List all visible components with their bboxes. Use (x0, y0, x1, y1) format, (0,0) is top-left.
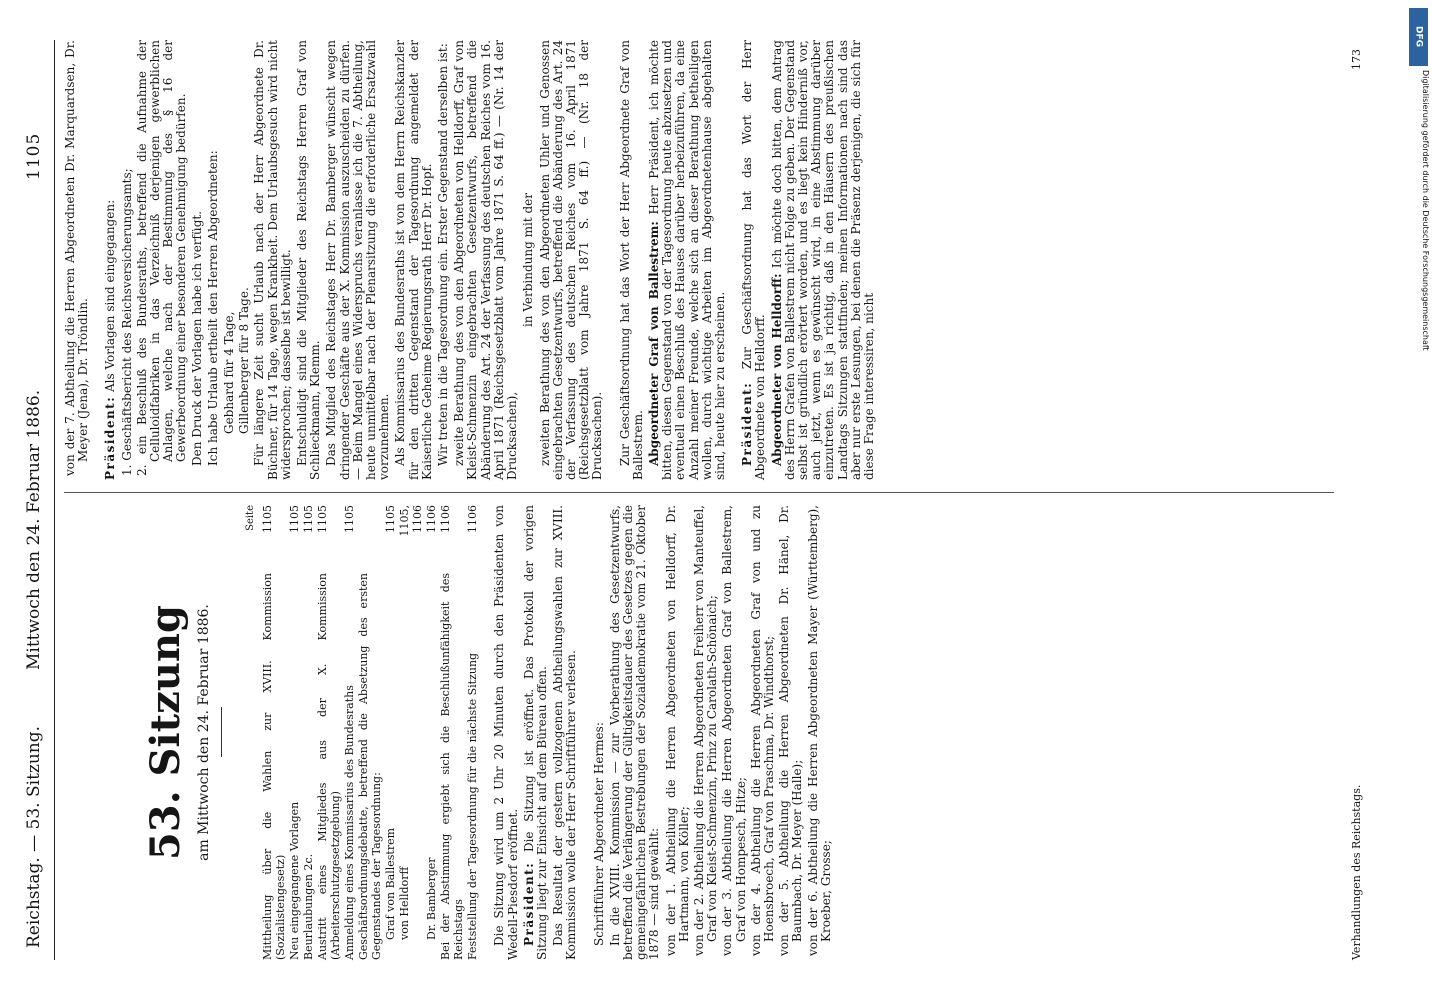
header-rule (54, 40, 55, 960)
toc-row: Geschäftsordnungsdebatte, betreffend die Absetzung des ersten Gegenstandes der Tagesordnung: (357, 573, 384, 960)
dfg-logo-icon: DFG (1409, 8, 1428, 66)
toc-row: Austritt eines Mitgliedes aus der X. Kommission (Arbeiterschutzgesetzgebung) 1105 (316, 505, 343, 960)
running-header-left: Reichstag. — 53. Sitzung. (24, 725, 44, 948)
secretary-label: Schriftführer Abgeordneter Hermes: (591, 722, 606, 946)
list-item: Gebhard für 4 Tage, (222, 311, 237, 434)
president-vorlagen: Präsident: Als Vorlagen sind eingegangen: (103, 199, 118, 480)
list-item: von der 1. Abtheilung die Herren Abgeordneten von Helldorff, Dr. Hartmann, von Köller; (663, 505, 691, 956)
floor-ballestrem: Zur Geschäftsordnung hat das Wort der Herr Abgeordnete Graf von Ballestrem. (617, 40, 645, 480)
toc-heading: Seite (245, 505, 257, 531)
title-divider (221, 708, 222, 758)
signature-number: 173 (1350, 49, 1363, 70)
commission-intro: In die XVIII. Kommission — zur Vorberathung des Gesetzentwurfs, betreffend die Verlängerung der Gültigkeitsdauer des Gesetzes gegen die gemeingefährlichen Bestrebungen der Sozialdemokratie vom 21. Oktober 1878 — sind gewählt: (607, 505, 662, 960)
leave-request: Für längere Zeit sucht Urlaub nach der Herr Abgeordnete Dr. Büchner, für 14 Tage, wegen Krankheit. Dem Urlaubsgesuch wird nicht widersprochen; dasselbe ist bewilligt. (252, 40, 293, 480)
toc-row: Neu eingegangene Vorlagen 1105 (288, 505, 302, 960)
withdrawal-paragraph: Das Mitglied des Reichstages Herr Dr. Bamberger wünscht wegen dringender Geschäfte aus der X. Kommission auszuscheiden zu dürfen. — Beim Mangel eines Widerspruchs veranlasse ich die 7. Abtheilung, heute unmittelbar nach der Plenarsitzung die erforderliche Ersatzwahl vorzunehmen. (324, 40, 392, 480)
toc-row: Feststellung der Tagesordnung für die nächste Sitzung 1106 (466, 505, 480, 960)
agenda-item-1: zweite Berathung des von den Abgeordneten von Helldorff, Graf von Kleist-Schmenzin eingebrachten Gesetzentwurfs, betreffend die Abänderung des Art. 24 der Verfassung des deutschen Reiches vom 16. April 1871 (Reichsgesetzblatt vom Jahre 1871 S. 64 ff.) — (Nr. 14 der Drucksachen), (452, 40, 520, 480)
list-item: Gillenberger für 8 Tage. (237, 287, 252, 434)
list-item: von der 3. Abtheilung die Herren Abgeordneten Graf von Ballestrem, Graf von Hompesch, Hitze; (720, 505, 748, 956)
right-column (64, 40, 879, 480)
toc-row: Bei der Abstimmung ergiebt sich die Beschlußunfähigkeit des Reichstags 1106 (439, 505, 466, 960)
list-item: von der 6. Abtheilung die Herren Abgeordneten Mayer (Württemberg), Kroeber, Grosse; (805, 505, 833, 956)
result-paragraph: Das Resultat der gestern vollzogenen Abtheilungswahlen zur XVIII. Kommission wolle der Herr Schriftführer verlesen. (551, 505, 579, 960)
print-note: Den Druck der Vorlagen habe ich verfügt. (189, 210, 204, 466)
page-number: 1105 (24, 132, 44, 180)
session-date: am Mittwoch den 24. Februar 1886. (196, 604, 212, 861)
list-item: 1. Geschäftsbericht des Reichsversicherungsamts; (119, 168, 134, 476)
agenda-item-2: zweiten Berathung des von den Abgeordneten Uhler und Genossen eingebrachten Gesetzentwurfs, betreffend die Abänderung des Art. 24 der Verfassung des deutschen Reiches vom 16. April 1871 (Reichsgesetzblatt vom Jahre 1871 S. 64 ff.) — (Nr. 18 der Drucksachen). (537, 40, 605, 480)
leave-intro: Ich habe Urlaub ertheilt den Herren Abgeordneten: (205, 150, 220, 466)
president-statement: Präsident: Die Sitzung ist eröffnet. Das Protokoll der vorigen Sitzung liegt zur Einsicht auf dem Büreau offen. (521, 505, 550, 960)
toc-row: Mittheilung über die Wahlen zur XVIII. Kommission (Sozialistengesetz) 1105 (261, 505, 288, 960)
list-item: von der 4. Abtheilung die Herren Abgeordneten Graf von und zu Hoensbroech, Graf von Praschma, Dr. Windthorst; (748, 505, 777, 956)
session-title: 53. Sitzung (142, 605, 189, 860)
left-column (64, 505, 835, 960)
speech-helldorff: Abgeordneter von Helldorff: Ich möchte doch bitten, dem Antrag des Herrn Grafen von Ballestrem nicht Folge zu geben. Der Gegenstand selbst ist gründlich erörtert worden, und es liegt kein Hinderniß vor, auch jetzt, wenn es gewünscht wird, in eine Abstimmung darüber einzutreten. Es ist ja richtig, daß in den Häusern des preußischen Landtags Sitzungen stattfinden; meinen Informationen nach sind das aber nur erste Lesungen, bei denen die Präsenz derjenigen, die sich für diese Frage interessiren, nicht (769, 40, 876, 480)
toc-row: Beurlaubungen 2c. 1105 (302, 505, 316, 960)
speech-ballestrem: Abgeordneter Graf von Ballestrem: Herr Präsident, ich möchte bitten, diesen Gegenstand von der Tagesordnung heute abzusetzen und eventuell einen Beschluß des Hauses darüber herbeizuführen, da eine Anzahl meiner Freunde, welche sich an dieser Berathung betheiligen wollen, durch wichtige Arbeiten im Abgeordnetenhause abgehalten sind, heute hier zu erscheinen. (646, 40, 727, 480)
commissioner-paragraph: Als Kommissarius des Bundesraths ist von dem Herrn Reichskanzler für den dritten Gegenstand der Tagesordnung angemeldet der Kaiserliche Geheime Regierungsrath Herr Dr. Hopf. (393, 40, 434, 480)
in-connection: in Verbindung mit der (521, 192, 536, 328)
elected-members-list (665, 505, 833, 960)
list-item: von der 5. Abtheilung die Herren Abgeordneten Dr. Hänel, Dr. Baumbach, Dr. Meyer (Halle); (777, 505, 805, 956)
list-item: 2. ein Beschluß des Bundesraths, betreffend die Aufnahme der Celluloidfabriken in das Verzeichniß derjenigen gewerblichen Anlagen, welche nach der Bestimmung des § 16 der Gewerbeordnung einer besonderen Genehmigung bedürfen. (134, 40, 189, 476)
toc-row: von Helldorff 1105, 1106 (398, 505, 425, 940)
list-item: von der 7. Abtheilung die Herren Abgeordneten Dr. Marquardsen, Dr. Meyer (Jena), Dr. Tröndlin. (63, 40, 91, 476)
excused-members: Entschuldigt sind die Mitglieder des Reichstags Herren Graf von Schlieckmann, Klemm. (295, 40, 323, 480)
column-divider (64, 492, 1334, 493)
toc-row: Graf von Ballestrem 1105 (384, 505, 398, 940)
list-item: von der 2. Abtheilung die Herren Abgeordneten Freiherr von Manteuffel, Graf von Kleist-Schmenzin, Prinz zu Carolath-Schönaich; (692, 505, 720, 956)
opening-paragraph: Die Sitzung wird um 2 Uhr 20 Minuten durch den Präsidenten von Wedell-Piesdorf eröffnet. (492, 505, 520, 960)
table-of-contents (261, 505, 479, 960)
toc-row: Dr. Bamberger 1106 (425, 505, 439, 940)
agenda-paragraph: Wir treten in die Tagesordnung ein. Erster Gegenstand derselben ist: (436, 43, 451, 466)
floor-helldorff: Präsident: Zur Geschäftsordnung hat das Wort der Herr Abgeordnete von Helldorff. (740, 40, 768, 480)
running-header-date: Mittwoch den 24. Februar 1886. (24, 389, 44, 670)
toc-row: Anmeldung eines Kommissarius des Bundesraths 1105 (343, 505, 357, 960)
footer-left: Verhandlungen des Reichstags. (1350, 784, 1363, 960)
dfg-credit: Digitalisierung gefördert durch die Deutsche Forschungsgemeinschaft (1421, 70, 1430, 351)
